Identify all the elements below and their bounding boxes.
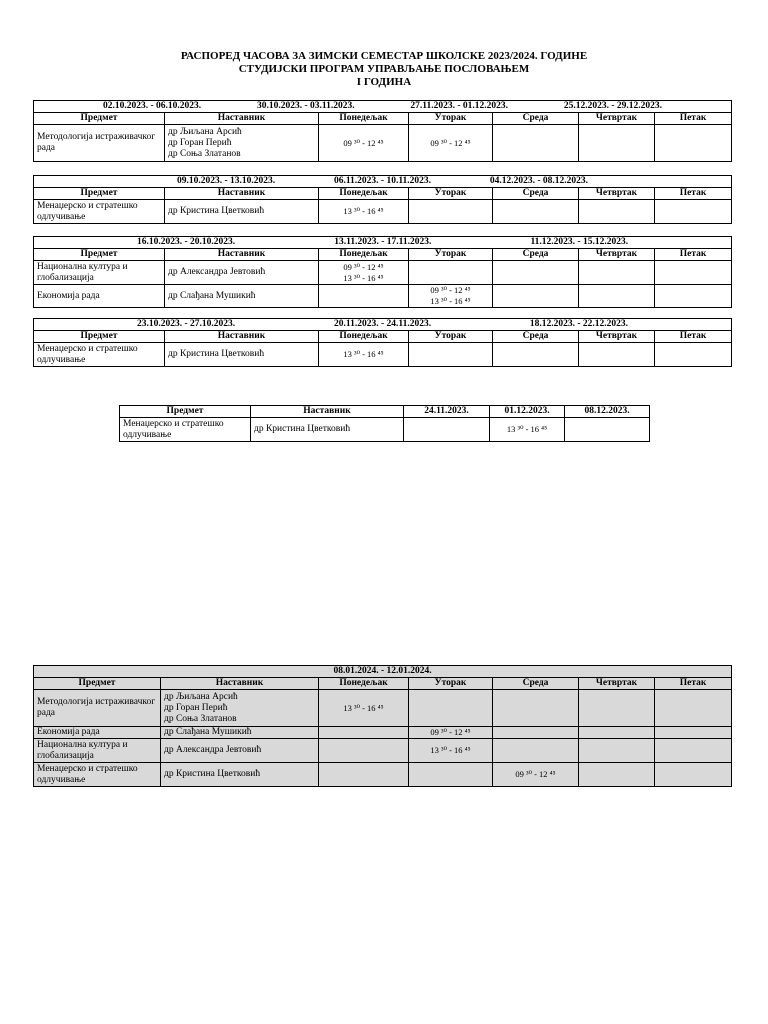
header-wednesday: Среда	[493, 331, 579, 343]
time-slot: 13 ³⁰ - 16 ⁴⁵	[343, 272, 384, 283]
wednesday-cell	[493, 343, 579, 367]
teacher-cell	[161, 690, 319, 727]
tuesday-time: 09 ³⁰ - 12 ⁴⁵	[409, 727, 493, 739]
thursday-cell	[579, 343, 655, 367]
header-friday: Петак	[655, 331, 732, 343]
table-row	[34, 763, 732, 787]
subject-cell: Менаџерско и стратешко одлучивање	[34, 763, 161, 787]
thursday-cell	[579, 200, 655, 224]
header-thursday: Четвртак	[579, 188, 655, 200]
table-row	[34, 261, 732, 285]
monday-cell	[319, 285, 409, 308]
header-date: 24.11.2023.	[404, 406, 490, 418]
friday-cell	[655, 125, 732, 162]
title-line-2: СТУДИЈСКИ ПРОГРАМ УПРАВЉАЊЕ ПОСЛОВАЊЕМ	[238, 63, 530, 75]
monday-time	[319, 261, 409, 285]
date-range: 23.10.2023. - 27.10.2023.	[137, 319, 236, 329]
date-range: 16.10.2023. - 20.10.2023.	[137, 237, 236, 247]
subject-cell: Методологија истраживачког рада	[34, 125, 165, 162]
header-teacher: Наставник	[165, 249, 319, 261]
table-row	[34, 739, 732, 763]
table-row	[34, 125, 732, 162]
wednesday-cell	[493, 200, 579, 224]
teacher-name: др Соња Златанов	[164, 713, 237, 724]
header-subject: Предмет	[34, 113, 165, 125]
time-slot: 13 ³⁰ - 16 ⁴⁵	[430, 296, 471, 306]
monday-cell	[319, 739, 409, 763]
time-slot: 09 ³⁰ - 12 ⁴⁵	[343, 261, 384, 272]
teacher-cell	[165, 125, 319, 162]
header-friday: Петак	[655, 113, 732, 125]
header-wednesday: Среда	[493, 113, 579, 125]
friday-cell	[655, 690, 732, 727]
subject-cell: Национална култура и глобализација	[34, 261, 165, 285]
teacher-cell: др Кристина Цветковић	[251, 418, 404, 442]
friday-cell	[655, 261, 732, 285]
friday-cell	[655, 343, 732, 367]
header-date: 01.12.2023.	[490, 406, 565, 418]
header-tuesday: Уторак	[409, 188, 493, 200]
table-row	[120, 418, 650, 442]
monday-time: 13 ³⁰ - 16 ⁴⁵	[319, 690, 409, 727]
monday-time: 13 ³⁰ - 16 ⁴⁵	[319, 200, 409, 224]
date-time: 13 ³⁰ - 16 ⁴⁵	[490, 418, 565, 442]
date-ranges	[34, 319, 732, 331]
header-friday: Петак	[655, 678, 732, 690]
subject-cell: Методологија истраживачког рада	[34, 690, 161, 727]
date-range: 06.11.2023. - 10.11.2023.	[333, 176, 432, 186]
header-friday: Петак	[655, 188, 732, 200]
teacher-name: др Љиљана Арсић	[164, 691, 238, 702]
title-line-3: I ГОДИНА	[356, 76, 412, 88]
teacher-cell: др Кристина Цветковић	[165, 343, 319, 367]
header-thursday: Четвртак	[579, 249, 655, 261]
header-thursday: Четвртак	[579, 678, 655, 690]
subject-cell: Менаџерско и стратешко одлучивање	[34, 343, 165, 367]
wednesday-cell	[493, 125, 579, 162]
date-ranges	[34, 101, 732, 113]
tuesday-cell	[409, 343, 493, 367]
wednesday-cell	[493, 739, 579, 763]
subject-cell: Економија рада	[34, 285, 165, 308]
date-range: 04.12.2023. - 08.12.2023.	[489, 176, 588, 186]
wednesday-cell	[493, 285, 579, 308]
schedule-table-week-2	[33, 175, 732, 224]
header-subject: Предмет	[34, 249, 165, 261]
thursday-cell	[579, 727, 655, 739]
teacher-cell: др Кристина Цветковић	[161, 763, 319, 787]
header-monday: Понедељак	[319, 331, 409, 343]
subject-cell: Менаџерско и стратешко одлучивање	[34, 200, 165, 224]
date-range: 18.12.2023. - 22.12.2023.	[529, 319, 629, 329]
thursday-cell	[579, 285, 655, 308]
date-range: 08.01.2024. - 12.01.2024.	[34, 666, 732, 678]
monday-cell	[319, 727, 409, 739]
document-title	[0, 50, 768, 89]
tuesday-cell	[409, 261, 493, 285]
header-monday: Понедељак	[319, 113, 409, 125]
date-range: 09.10.2023. - 13.10.2023.	[177, 176, 276, 186]
teacher-cell: др Александра Јевтовић	[165, 261, 319, 285]
schedule-table-week-1	[33, 100, 732, 162]
tuesday-cell	[409, 763, 493, 787]
table-row	[34, 690, 732, 727]
wednesday-cell	[493, 261, 579, 285]
tuesday-time: 13 ³⁰ - 16 ⁴⁵	[409, 739, 493, 763]
header-tuesday: Уторак	[409, 113, 493, 125]
date-ranges	[34, 237, 732, 249]
friday-cell	[655, 727, 732, 739]
schedule-table-week-january	[33, 665, 732, 787]
header-thursday: Четвртак	[579, 331, 655, 343]
wednesday-cell	[493, 690, 579, 727]
header-subject: Предмет	[34, 331, 165, 343]
friday-cell	[655, 739, 732, 763]
header-date: 08.12.2023.	[565, 406, 650, 418]
header-wednesday: Среда	[493, 678, 579, 690]
header-teacher: Наставник	[161, 678, 319, 690]
date-range: 27.11.2023. - 01.12.2023.	[410, 101, 509, 111]
date-ranges	[34, 176, 732, 188]
date-range: 30.10.2023. - 03.11.2023.	[256, 101, 355, 111]
teacher-name: др Љиљана Арсић	[168, 126, 242, 137]
header-teacher: Наставник	[251, 406, 404, 418]
date-cell	[404, 418, 490, 442]
header-tuesday: Уторак	[409, 678, 493, 690]
extra-dates-table	[119, 405, 650, 442]
header-monday: Понедељак	[319, 188, 409, 200]
tuesday-time: 09 ³⁰ - 12 ⁴⁵	[409, 125, 493, 162]
date-range: 11.12.2023. - 15.12.2023.	[530, 237, 629, 247]
tuesday-time	[409, 285, 493, 308]
header-monday: Понедељак	[319, 678, 409, 690]
header-thursday: Четвртак	[579, 113, 655, 125]
subject-cell: Национална култура и глобализација	[34, 739, 161, 763]
date-range: 02.10.2023. - 06.10.2023.	[103, 101, 202, 111]
wednesday-time: 09 ³⁰ - 12 ⁴⁵	[493, 763, 579, 787]
header-monday: Понедељак	[319, 249, 409, 261]
header-wednesday: Среда	[493, 249, 579, 261]
tuesday-cell	[409, 200, 493, 224]
table-row	[34, 200, 732, 224]
monday-time: 09 ³⁰ - 12 ⁴⁵	[319, 125, 409, 162]
tuesday-cell	[409, 690, 493, 727]
date-range: 20.11.2023. - 24.11.2023.	[333, 319, 432, 329]
header-subject: Предмет	[120, 406, 251, 418]
monday-time: 13 ³⁰ - 16 ⁴⁵	[319, 343, 409, 367]
teacher-cell: др Кристина Цветковић	[165, 200, 319, 224]
date-cell	[565, 418, 650, 442]
schedule-table-week-3	[33, 236, 732, 308]
thursday-cell	[579, 261, 655, 285]
header-subject: Предмет	[34, 678, 161, 690]
table-row	[34, 285, 732, 308]
header-tuesday: Уторак	[409, 249, 493, 261]
teacher-cell: др Александра Јевтовић	[161, 739, 319, 763]
title-line-1: РАСПОРЕД ЧАСОВА ЗА ЗИМСКИ СЕМЕСТАР ШКОЛСКЕ 2023/2024. ГОДИНЕ	[180, 50, 588, 62]
friday-cell	[655, 763, 732, 787]
table-row	[34, 343, 732, 367]
subject-cell: Менаџерско и стратешко одлучивање	[120, 418, 251, 442]
date-range: 13.11.2023. - 17.11.2023.	[334, 237, 432, 247]
header-subject: Предмет	[34, 188, 165, 200]
time-slot: 09 ³⁰ - 12 ⁴⁵	[430, 285, 471, 295]
wednesday-cell	[493, 727, 579, 739]
header-teacher: Наставник	[165, 188, 319, 200]
thursday-cell	[579, 763, 655, 787]
monday-cell	[319, 763, 409, 787]
thursday-cell	[579, 739, 655, 763]
friday-cell	[655, 200, 732, 224]
teacher-cell: др Слађана Мушикић	[165, 285, 319, 308]
thursday-cell	[579, 125, 655, 162]
header-teacher: Наставник	[165, 331, 319, 343]
table-row	[34, 727, 732, 739]
friday-cell	[655, 285, 732, 308]
date-range: 25.12.2023. - 29.12.2023.	[563, 101, 663, 111]
subject-cell: Економија рада	[34, 727, 161, 739]
teacher-name: др Соња Златанов	[168, 148, 241, 159]
thursday-cell	[579, 690, 655, 727]
teacher-name: др Горан Перић	[164, 702, 228, 713]
header-wednesday: Среда	[493, 188, 579, 200]
header-tuesday: Уторак	[409, 331, 493, 343]
header-friday: Петак	[655, 249, 732, 261]
teacher-name: др Горан Перић	[168, 137, 232, 148]
teacher-cell: др Слађана Мушикић	[161, 727, 319, 739]
schedule-table-week-4	[33, 318, 732, 367]
header-teacher: Наставник	[165, 113, 319, 125]
